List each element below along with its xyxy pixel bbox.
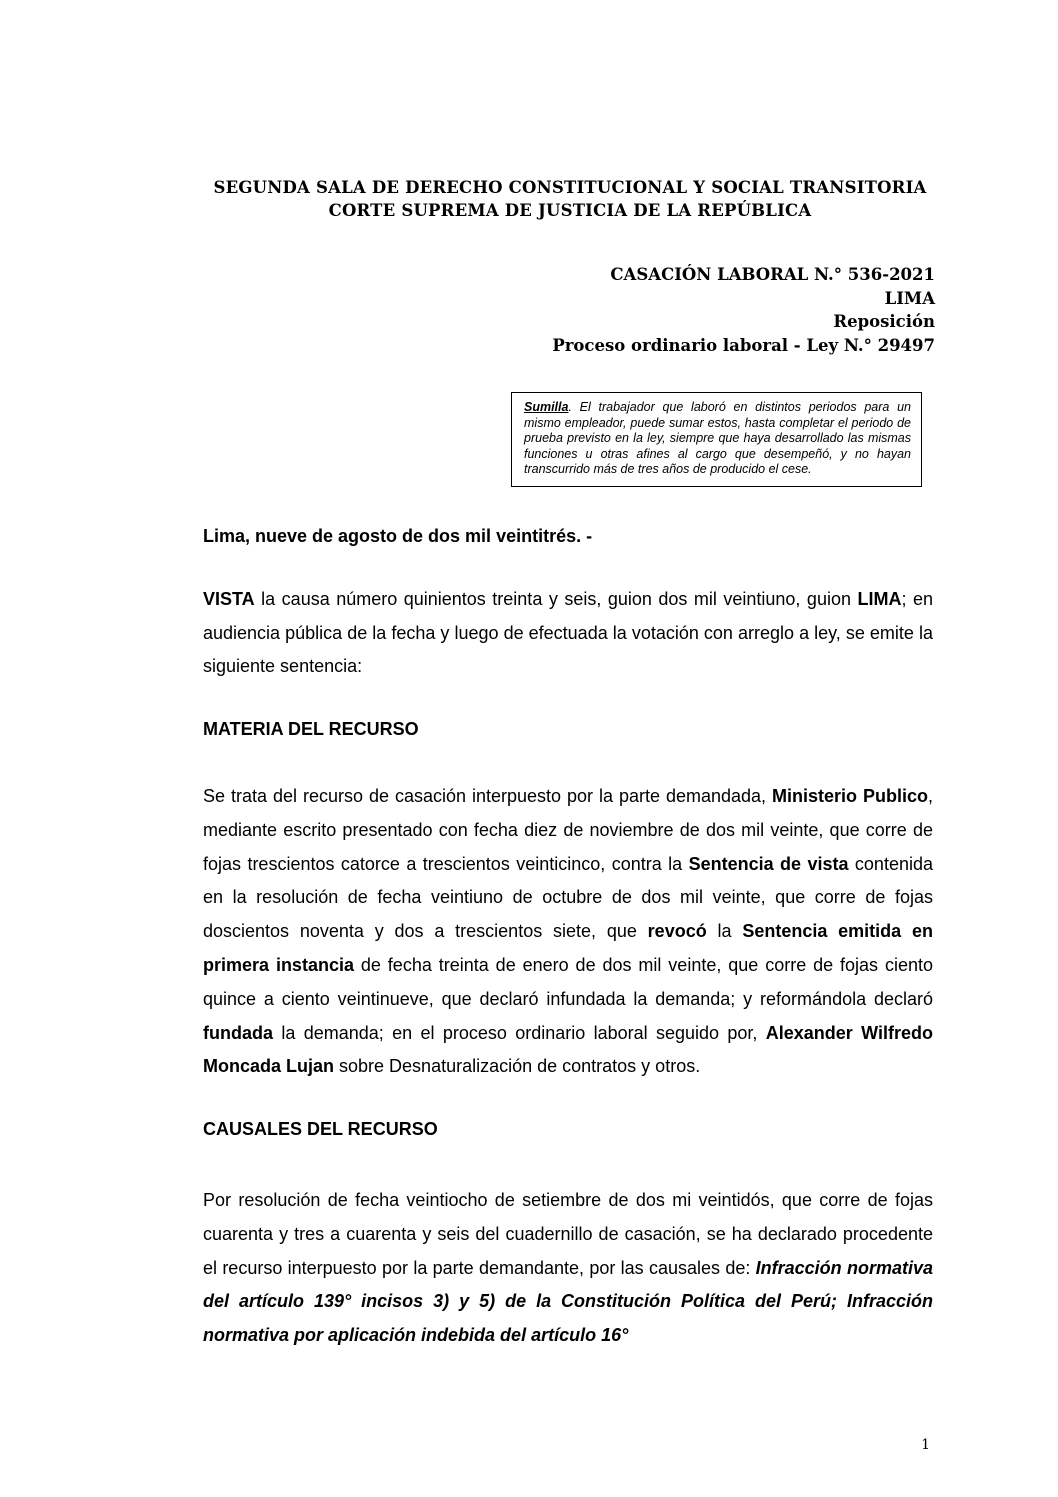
page-number: 1: [921, 1437, 930, 1453]
materia-bold-1: Ministerio Publico: [772, 785, 928, 806]
materia-heading: MATERIA DEL RECURSO: [203, 719, 419, 740]
court-line-1: SEGUNDA SALA DE DERECHO CONSTITUCIONAL Y SOCIAL TRANSITORIA: [213, 178, 927, 197]
document-body: [203, 520, 933, 1353]
causales-bold-italic-1: Infracción normativa del artículo 139° incisos 3) y 5) de la Constitución Política del Perú; Infracción normativa por aplicación indebida del artículo 16°: [203, 1257, 934, 1346]
materia-bold-6: Alexander Wilfredo Moncada Lujan: [203, 1022, 933, 1077]
materia-text-7: sobre Desnaturalización de contratos y otros.: [334, 1056, 701, 1077]
causales-text-1: Por resolución de fecha veintiocho de setiembre de dos mi veintidós, que corre de fojas cuarenta y tres a cuarenta y seis del cuadernillo de casación, se ha declarado procedente el recurso interpuesto por la parte demandante, por las causales de:: [203, 1189, 933, 1278]
case-matter: Reposición: [833, 312, 935, 331]
materia-bold-4: Sentencia emitida en primera instancia: [203, 921, 933, 975]
court-header: [150, 176, 990, 222]
causales-paragraph: [203, 1184, 933, 1353]
case-process: Proceso ordinario laboral - Ley N.° 29497: [552, 335, 935, 355]
vista-paragraph: [203, 583, 933, 684]
sumilla-text: . El trabajador que laboró en distintos periodos para un mismo empleador, puede sumar estos, hasta completar el periodo de prueba previsto en la ley, siempre que haya desarrollado las mismas funciones u otras afines al cargo que desempeñó, y no hayan transcurrido más de tres años de producido el cese.: [524, 400, 911, 477]
materia-bold-3: revocó: [647, 921, 707, 942]
materia-bold-2: Sentencia de vista: [688, 853, 849, 874]
vista-text-1: la causa número quinientos treinta y seis, guion dos mil veintiuno, guion: [254, 588, 858, 609]
sumilla-box: [511, 392, 922, 487]
materia-text-5: de fecha treinta de enero de dos mil veinte, que corre de fojas ciento quince a ciento veintinueve, que declaró infundada la demanda; y reformándola declaró: [203, 954, 933, 1009]
materia-bold-5: fundada: [203, 1022, 273, 1043]
materia-text-1: Se trata del recurso de casación interpuesto por la parte demandada,: [203, 785, 772, 806]
materia-text-2: , mediante escrito presentado con fecha diez de noviembre de dos mil veinte, que corre de fojas trescientos catorce a trescientos veinticinco, contra la: [203, 785, 933, 874]
court-line-2: CORTE SUPREMA DE JUSTICIA DE LA REPÚBLICA: [328, 201, 812, 220]
materia-text-3: contenida en la resolución de fecha veintiuno de octubre de dos mil veinte, que corre de fojas doscientos noventa y dos a trescientos siete, que: [203, 853, 933, 942]
vista-text-2: ; en audiencia pública de la fecha y luego de efectuada la votación con arreglo a ley, se emite la siguiente sentencia:: [203, 588, 933, 677]
causales-heading: CAUSALES DEL RECURSO: [203, 1119, 438, 1140]
vista-bold-1: VISTA: [203, 588, 255, 609]
case-city: LIMA: [884, 288, 935, 308]
materia-text-4: la: [706, 921, 743, 942]
date-line: Lima, nueve de agosto de dos mil veintitrés. -: [203, 526, 593, 546]
case-info: [552, 263, 935, 357]
case-number: CASACIÓN LABORAL N.° 536-2021: [610, 265, 935, 284]
materia-paragraph: [203, 780, 933, 1084]
materia-text-6: la demanda; en el proceso ordinario laboral seguido por,: [273, 1022, 766, 1043]
sumilla-label: Sumilla: [524, 400, 569, 414]
vista-bold-2: LIMA: [857, 588, 902, 609]
